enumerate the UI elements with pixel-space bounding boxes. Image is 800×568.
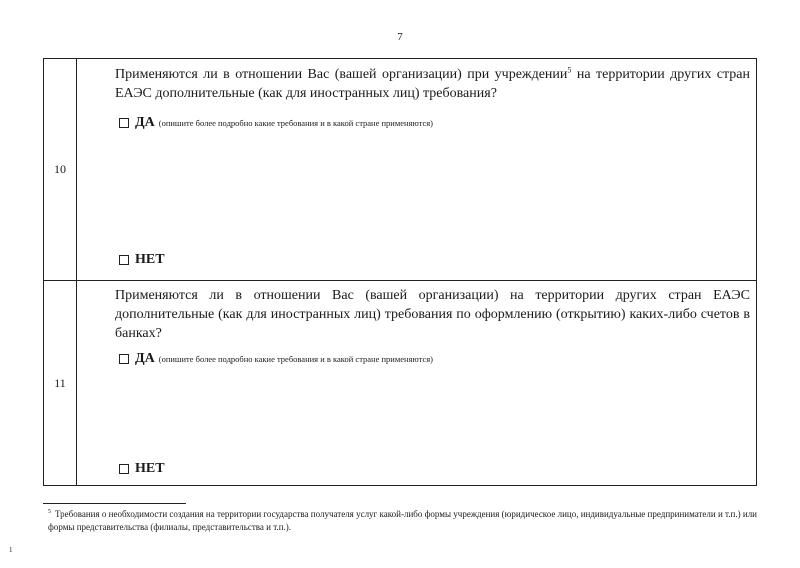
option-no[interactable] — [119, 461, 165, 477]
yes-note: (опишите более подробно какие требования и в какой стране применяются) — [158, 118, 434, 128]
questionnaire-table — [43, 58, 757, 486]
question-text-start: Применяются ли в отношении Вас (вашей организации) при учреждении — [115, 67, 568, 82]
footnote-ref: 5 — [567, 65, 572, 75]
option-no[interactable] — [119, 252, 165, 268]
no-label: НЕТ — [135, 252, 165, 267]
row-number: 11 — [44, 281, 77, 486]
page-number: 7 — [397, 31, 403, 43]
no-checkbox[interactable] — [119, 464, 129, 474]
footnote-mark: 5 — [48, 509, 51, 515]
footnote — [48, 508, 757, 534]
question-text — [115, 65, 750, 103]
side-mark: 1 — [9, 546, 13, 554]
footnote-divider — [43, 503, 186, 504]
option-yes[interactable] — [119, 115, 433, 131]
yes-checkbox[interactable] — [119, 354, 129, 364]
option-yes[interactable] — [119, 351, 433, 367]
yes-label: ДА — [135, 115, 155, 130]
yes-note: (опишите более подробно какие требования и в какой стране применяются) — [158, 354, 434, 364]
row-number: 10 — [44, 59, 77, 281]
table-row — [44, 59, 757, 281]
yes-label: ДА — [135, 351, 155, 366]
no-label: НЕТ — [135, 461, 165, 476]
footnote-text: Требования о необходимости создания на территории государства получателя услуг какой-либо формы учреждения (юридическое лицо, индивидуальные предприниматели и т.п.) или формы представительства (филиалы, представительства и т.п.). — [48, 509, 757, 532]
question-cell — [77, 281, 757, 486]
yes-checkbox[interactable] — [119, 118, 129, 128]
no-checkbox[interactable] — [119, 255, 129, 265]
table-row — [44, 281, 757, 486]
question-text-end: на территории других стран ЕАЭС дополнительные (как для иностранных лиц) требования? — [115, 67, 750, 101]
question-text: Применяются ли в отношении Вас (вашей организации) на территории других стран ЕАЭС дополнительные (как для иностранных лиц) требования по оформлению (открытию) каких-либо счетов в банках? — [115, 288, 750, 341]
question-cell — [77, 59, 757, 281]
